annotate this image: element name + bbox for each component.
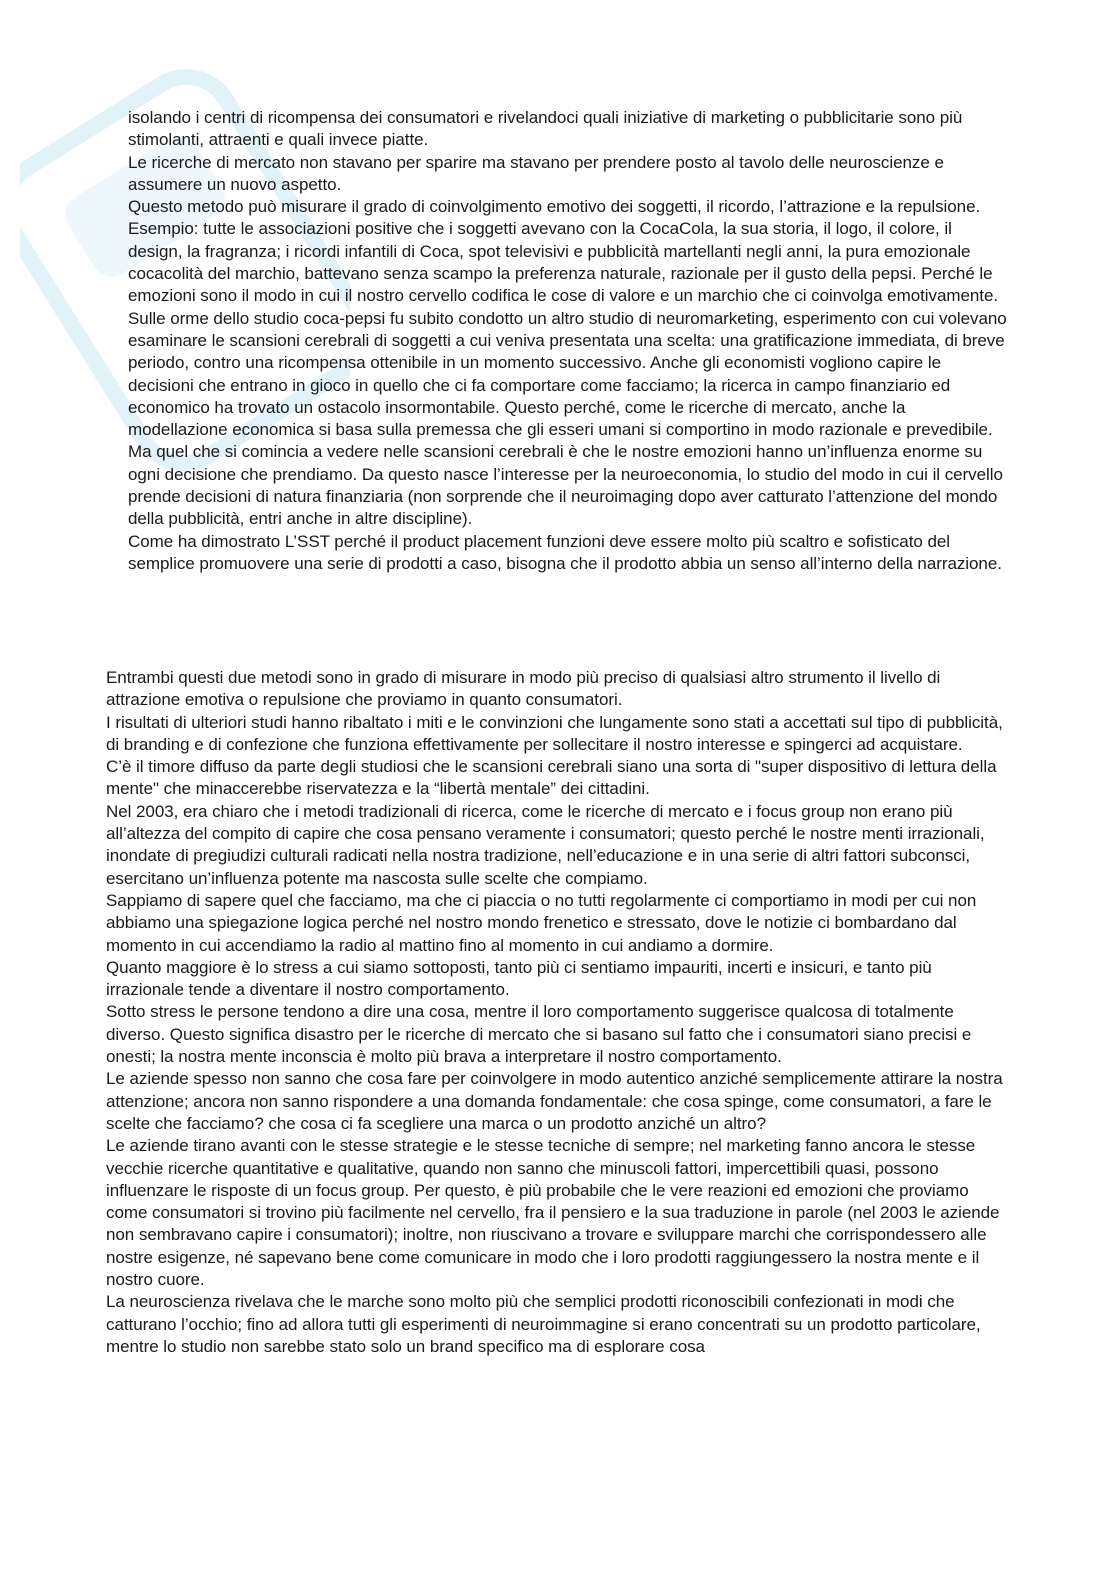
- paragraph: Sappiamo di sapere quel che facciamo, ma che ci piaccia o no tutti regolarmente ci comportiamo in modi per cui non abbiamo una spiegazione logica perché nel nostro mondo frenetico e stressato, dove le notizie ci bombardano dal momento in cui accendiamo la radio al mattino fino al momento in cui andiamo a dormire.: [106, 890, 977, 955]
- paragraph: Quanto maggiore è lo stress a cui siamo sottoposti, tanto più ci sentiamo impauriti, incerti e insicuri, e tanto più irrazionale tende a diventare il nostro comportamento.: [106, 957, 932, 1000]
- paragraph: Entrambi questi due metodi sono in grado di misurare in modo più preciso di qualsiasi altro strumento il livello di attrazione emotiva o repulsione che proviamo in quanto consumatori.: [106, 668, 941, 710]
- paragraph: Esempio: tutte le associazioni positive che i soggetti avevano con la CocaCola, la sua storia, il logo, il colore, il design, la fragranza; i ricordi infantili di Coca, spot televisivi e pubblicità martellanti negli anni, la pura emozionale cocacolità del marchio, battevano senza scampo la preferenza naturale, razionale per il gusto della pepsi. Perché le emozioni sono il modo in cui il nostro cervello codifica le cose di valore e un marchio che ci coinvolga emotivamente. Sulle orme dello studio coca-pepsi fu subito condotto un altro studio di neuromarketing, esperimento con cui volevano esaminare le scansioni cerebrali di soggetti a cui veniva presentata una scelta: una gratificazione immediata, di breve periodo, contro una ricompensa ottenibile in un momento successivo. Anche gli economisti vogliono capire le decisioni che entrano in gioco in quello che ci fa comportare come facciamo; la ricerca in campo finanziario ed economico ha trovato un ostacolo insormontabile. Questo perché, come le ricerche di mercato, anche la modellazione economica si basa sulla premessa che gli esseri umani si comportino in modo razionale e prevedibile. Ma quel che si comincia a vedere nelle scansioni cerebrali è che le nostre emozioni hanno un’influenza enorme su ogni decisione che prendiamo. Da questo nasce l’interesse per la neuroeconomia, lo studio del modo in cui il cervello prende decisioni di natura finanziaria (non sorprende che il neuroimaging dopo aver catturato l’attenzione del mondo della pubblicità, entri anche in altre discipline).: [128, 219, 1007, 529]
- paragraph: Questo metodo può misurare il grado di coinvolgimento emotivo dei soggetti, il ricordo, l’attrazione e la repulsione.: [128, 197, 981, 217]
- paragraph: Le aziende spesso non sanno che cosa fare per coinvolgere in modo autentico anziché semplicemente attirare la nostra attenzione; ancora non sanno rispondere a una domanda fondamentale: che cosa spinge, come consumatori, a fare le scelte che facciamo? che cosa ci fa scegliere una marca o un prodotto anziché un altro?: [106, 1069, 1003, 1133]
- paragraph: isolando i centri di ricompensa dei consumatori e rivelandoci quali iniziative di marketing o pubblicitarie sono più stimolanti, attraenti e quali invece piatte.: [128, 108, 963, 150]
- paragraph: Come ha dimostrato L’SST perché il product placement funzioni deve essere molto più scaltro e sofisticato del semplice promuovere una serie di prodotti a caso, bisogna che il prodotto abbia un senso all’interno della narrazione.: [128, 531, 1002, 573]
- main-text-block: [106, 667, 1011, 1358]
- paragraph: C’è il timore diffuso da parte degli studiosi che le scansioni cerebrali siano una sorta di "super dispositivo di lettura della mente" che minaccerebbe riservatezza e la “libertà mentale” dei cittadini.: [106, 757, 997, 799]
- indented-text-block: [128, 107, 1008, 575]
- paragraph: Sotto stress le persone tendono a dire una cosa, mentre il loro comportamento suggerisce qualcosa di totalmente diverso. Questo significa disastro per le ricerche di mercato che si basano sul fatto che i consumatori siano precisi e onesti; la nostra mente inconscia è molto più brava a interpretare il nostro comportamento.: [106, 1002, 972, 1067]
- paragraph: La neuroscienza rivelava che le marche sono molto più che semplici prodotti riconoscibili confezionati in modi che catturano l’occhio; fino ad allora tutti gli esperimenti di neuroimmagine si erano concentrati su un prodotto particolare, mentre lo studio non sarebbe stato solo un brand specifico ma di esplorare cosa: [106, 1292, 981, 1356]
- paragraph: Nel 2003, era chiaro che i metodi tradizionali di ricerca, come le ricerche di mercato e i focus group non erano più all’altezza del compito di capire che cosa pensano veramente i consumatori; questo perché le nostre menti irrazionali, inondate di pregiudizi culturali radicati nella nostra tradizione, nell’educazione e in una serie di altri fattori subconsci, esercitano un’influenza potente ma nascosta sulle scelte che compiamo.: [106, 801, 985, 888]
- paragraph: I risultati di ulteriori studi hanno ribaltato i miti e le convinzioni che lungamente sono stati a accettati sul tipo di pubblicità, di branding e di confezione che funziona effettivamente per sollecitare il nostro interesse e spingerci ad acquistare.: [106, 712, 1003, 754]
- paragraph: Le ricerche di mercato non stavano per sparire ma stavano per prendere posto al tavolo delle neuroscienze e assumere un nuovo aspetto.: [128, 152, 944, 194]
- paragraph: Le aziende tirano avanti con le stesse strategie e le stesse tecniche di sempre; nel marketing fanno ancora le stesse vecchie ricerche quantitative e qualitative, quando non sanno che minuscoli fattori, impercettibili quasi, possono influenzare le risposte di un focus group. Per questo, è più probabile che le vere reazioni ed emozioni che proviamo come consumatori si trovino più facilmente nel cervello, fra il pensiero e la sua traduzione in parole (nel 2003 le aziende non sembravano capire i consumatori); inoltre, non riuscivano a trovare e sviluppare marchi che corrispondessero alle nostre esigenze, né sapevano bene come comunicare in modo che i loro prodotti raggiungessero la nostra mente e il nostro cuore.: [106, 1136, 1000, 1290]
